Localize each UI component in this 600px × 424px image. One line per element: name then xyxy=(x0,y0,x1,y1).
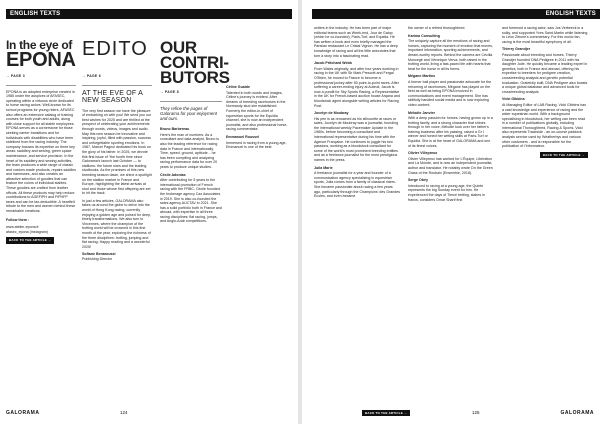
left-page xyxy=(0,0,298,424)
edito-paragraph: The very first season we have the pleasure of embarking on with you! We send you our best wishes for 2025 and are thrilled at the prospect of celebrating your achievements through words, videos, images and audio. May this new season be innovative and inspiring, joyful, filled with passion, success and unforgettable sporting emotions. In 1987, Marcel Pagnol dedicated his book on the glory of his father. In 2025, we devote this first issue of “the fourth time since Galorama’s launch last October — to stallions: the future sires and the leading studbooks. As the promises of this new breeding season dawn, we shine a spotlight on the stallion market in France and Europe, highlighting the latest arrivals at stud and those whose first offspring are set to hit the track. xyxy=(82,108,152,196)
header-bar-right xyxy=(312,9,600,19)
edito-title: EDITO xyxy=(82,38,148,60)
edito-subhead: AT THE EVE OF A NEW SEASON xyxy=(82,89,143,104)
contributor-name: Emmanuel Roussel xyxy=(226,134,260,139)
divider xyxy=(6,85,76,86)
section-label: ENGLISH TEXTS xyxy=(10,11,61,17)
contributor-name: Vicki Gibbins xyxy=(502,97,525,102)
follow-instagram[interactable]: afasec_epona (Instagram) xyxy=(6,229,48,234)
follow-url[interactable]: www.atelier-epona.fr xyxy=(6,225,39,230)
contributors-intro: They refine the pages of Galorama for your enjoyment and ours. xyxy=(160,105,217,121)
contributor-name: Karima Consulting xyxy=(408,33,440,38)
back-to-article-button[interactable]: BACK TO THE ARTICLE → xyxy=(540,152,588,159)
divider xyxy=(82,85,152,86)
back-to-article-button[interactable]: BACK TO THE ARTICLE → xyxy=(362,410,410,416)
contributor-bio: writers in the industry. He has been part of major editorial teams such as Week-end, Jour de Galop (which he co-founded), Paris-Turf, and Equidia. He has written a book and even briefly managed the Parisian restaurant Le Cristal Vignon. He has a deep knowledge of racing and all the little anecdotes that turn a story into a fascinating read. xyxy=(314,26,398,58)
edito-paragraph: In just a few articles, GALORAMA also takes us around the globe to delve into the world of Hong Kong racing, currently enjoying a golden age and poised for deep, timely transformations. We also turn to Vincennes, where the champion of the trotting world will be crowned in this first month of the year, exploring the richness of the three disciplines: trotting, jumping and flat racing. Happy reading and a wonderful 2025! xyxy=(82,198,151,249)
galorama-logo: GALORAMA xyxy=(6,410,40,416)
contributor-bio: the owner of a retired thoroughbred. xyxy=(408,26,466,30)
contributor-name: Julia Marie xyxy=(314,165,333,170)
contributor-bio: With a deep passion for horses, having grown up in a trotting family, and a strong character that shines through in her voice, Mélodie took over her father's training business after his passing, raised a Gr I winner and honed her writing skills at Paris-Turf or Equidia. She is at the heart of GALORAMA and one of its finest voices. xyxy=(408,116,493,148)
page-number: 125 xyxy=(472,410,480,415)
contributor-bio: A former ball player and passionate advocate for the rehoming of racehorses, Mégane has played on the field as well as being EPONA involved in communications and event management. She has skillfully handled social media and is now exploring video content. xyxy=(408,79,492,107)
right-column-3 xyxy=(502,26,588,158)
contributor-name: Céline Guaide xyxy=(226,85,250,89)
contributor-bio: Here's the man of numbers. As a consultant and data analyst, Bruno is also the leading reference for racing data in France and internationally. Time, speed, ground, aptitude... he has been compiling and analyzing racing performance data for over 20 years to produce unique studies. xyxy=(160,132,219,169)
divider xyxy=(160,101,222,102)
contributors-column xyxy=(160,40,288,227)
epona-title-line1: In the eye of xyxy=(6,38,73,52)
contributor-bio: A freelance journalist for a year and founder of a communication agency specializing in equestrian sports, Julia comes from a family of classical riders. She became passionate about racing a few years ago, particularly through the Champions' des Grandes Écoles, and even became xyxy=(314,171,400,199)
contributors-page-tag: → PAGE 8 xyxy=(160,90,179,94)
contributor-bio: and foremost a racing actor, saw Jos Verbeeck in a sulky, and supported Yves Saint-Martin while listening to Léon Zitrone's commentary. For this music fan, racing is the most beautiful symphony of all. xyxy=(502,26,588,44)
contributors-title-line2: CONTRI- xyxy=(160,53,229,72)
signature-name: Sofiane Benaroussi xyxy=(82,252,116,257)
contributor-bio: Passionate about breeding and horses, Thierry Grandjer founded DNA Pedigree in 2011 with his daughter Julie. He quickly became a leading expert in genetics, both in France and abroad, offering his expertise to breeders for pedigree creation, crossbreeding analysis and genetic potential evaluation. Gratefully built, DNA Pedigree also boasts a unique global database and advanced tools for crossbreeding analysis. xyxy=(502,52,588,94)
contributors-title-line3: BUTORS xyxy=(160,68,230,87)
contributor-name: Cécile Adonias xyxy=(160,172,186,177)
contributor-bio: Talented in both words and images, Céline's journey is evident. After dreams of breeding racehorses in the Normandy stud she established. Formerly the editor-in-chief of equestrian sports for the Equidia channel, she is now an independent journalist, and also professional horse-racing commentator. xyxy=(226,90,288,132)
contributor-bio: The uniquely capture all the emotions of racing and horses, capturing the moment of emotion that moves, important information, sporting achievements, and dream-worthy reports. Behind the camera are Cécilia Moncegé and Véronique Verva, both raised in the trotting world, living a fast-paced life with hearts that beat for the horse in all its forms. xyxy=(408,39,493,71)
contributor-bio: From Wales originally, and after four years working in racing in the UK with Sir Mark Prescott and Fergal O'Brien, he moved to France to become a professional jockey after 50 point-to-point races. After suffering a career-ending injury at Auteuil, Jacob is now a pundit for Sky Sports Racing, a Representative in the UK for French-based auction house Arqana and bloodstock agent alongside writing articles for Racing Post. xyxy=(314,66,400,108)
contributor-name: Mélodie Janvier xyxy=(408,110,435,115)
epona-title-line2: EPONA xyxy=(6,49,76,71)
contributors-title-line1: OUR xyxy=(160,38,197,57)
contributor-bio: After contributing for 5 years to the international promotion of French racing with the FRBC, Cécile founded the brokerage agency Cax Associates in 2019. She is also co-founded the sales agency AUCTAV in 2021. She has a solid portfolio both in France and abroad, with expertise in all three racing disciplines: flat racing, jumps, and Anglo-Arab competitions. xyxy=(160,178,222,224)
contributor-name: Mégane Martins xyxy=(408,74,436,79)
contributor-name: Thierry Grandjer xyxy=(502,47,531,52)
contributor-name: Olivier Villepreux xyxy=(408,151,438,156)
page-number: 124 xyxy=(120,410,128,415)
right-column-2 xyxy=(408,26,494,205)
epona-body: EPONA is an adopted enterprise created in 1985 under the auspices of AFASEC, operating within a virtuous circle dedicated to horse racing actors. Well-known for its school programs for young riders, AFASEC also offers an extensive catalog of training courses for both youth and adults, along with close support for all stable employees. EPONA serves as a cornerstone for those seeking career transitions and for individuals with disabilities who have been sidelined from the racing industry. The company focuses its expertise on three key areas: saddlery and sewing, green space maintenance, and service provision. In the heart of its saddlery and sewing activities, the team produces a wide range of classic and custom-made products, repairs saddles and harnesses, and also creates an attractive selection of goodies that can feature the colors of individual stables. These goodies are crafted from leather offcuts. All these products may help reduce contributions to AGEFIPH and FIPHFP taxes and can be tax-deductible. A heartfelt tribute to the men and women behind these remarkable creations. xyxy=(6,89,76,214)
signature-role: Publishing Director xyxy=(82,257,113,261)
contributor-bio: At Managing Editor of LAB Racing, Vicki Gibbins has a vast knowledge and experience of racing and the wider equestrian world. With a background specialising in bloodstock, her writing can been read in a number of publications globally, including International Thoroughbred, Racing & Sports. Vicki also represents Trackside - an on-course paddock analysis service used by Weatherbys and various other customers - and is responsible for the publication of l'Informateur. xyxy=(502,102,587,149)
right-page xyxy=(302,0,600,424)
contributor-name: Jocelyn de Moubray xyxy=(314,111,349,116)
right-column-1 xyxy=(314,26,400,202)
back-to-article-button[interactable]: BACK TO THE ARTICLE → xyxy=(6,237,54,244)
follow-label: Follow them : xyxy=(6,217,30,222)
contributor-bio: Introduced to racing at a young age, the Quinte represents the big Sunday event for him. He experienced the days of Tiercé betting, stakes in francs, considers Omar Sharif first xyxy=(408,183,485,202)
contributor-bio: Olivier Villepreux has worked for L'Équipe, Libération and La Monde, and is now an independent journalist, author and translator. He notably wrote On the Green Grass of the Roubaix (Ensemble, 2018). xyxy=(408,156,493,175)
contributors-title xyxy=(160,40,288,85)
epona-page-tag: → PAGE 3 xyxy=(6,74,25,78)
epona-title xyxy=(6,40,76,69)
contributor-name: Bruno Barbereau xyxy=(160,127,190,132)
contributor-bio: Immersed in racing from a young age, Emmanuel is one of the best xyxy=(226,140,287,150)
contributor-bio: His pen is as renowned as his silhouette at races or sales. Jocelyn de Moubray was a journalist, founding the international weekly Pacemaker Update in the 1980s, before becoming a consultant and international representative during his time with the Agence Française. He continues to juggle his two passions, working as a bloodstock consultant for some of the world's most prominent breeding entities and as a freelance journalist for the most prestigious names in the press. xyxy=(314,116,399,163)
epona-column xyxy=(6,40,76,244)
contributor-name: Jacob Pritchard Webb xyxy=(314,61,352,66)
edito-column xyxy=(82,40,152,265)
section-label: ENGLISH TEXTS xyxy=(545,11,596,17)
contributor-name: Serge Obéy xyxy=(408,178,428,183)
edito-page-tag: → PAGE 6 xyxy=(82,74,101,78)
header-bar-left xyxy=(6,9,292,19)
back-to-article-wrap xyxy=(362,401,410,419)
galorama-logo: GALORAMA xyxy=(560,410,594,416)
